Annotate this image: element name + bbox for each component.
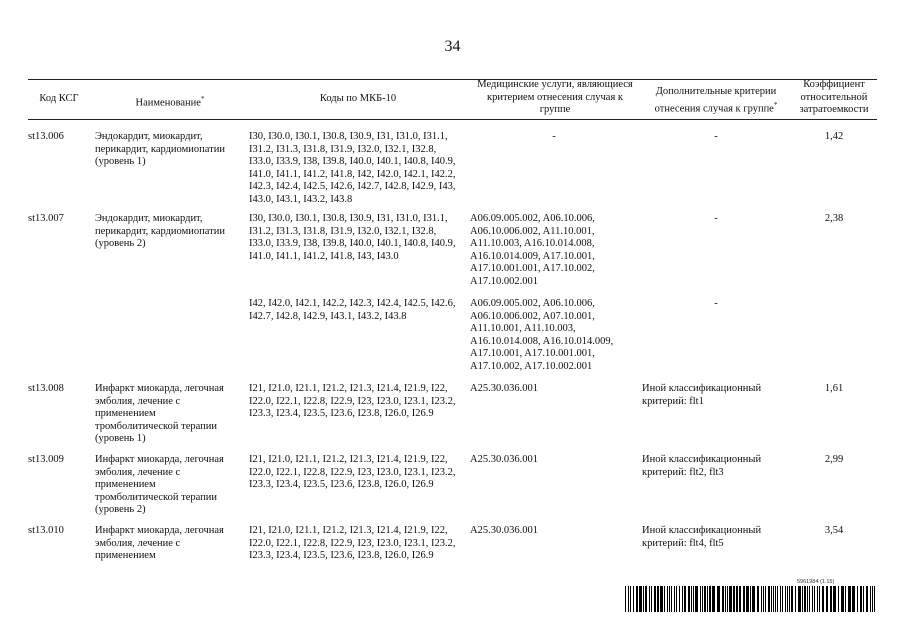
row-extra-criteria: - (714, 131, 718, 142)
row-extra-criteria: Иной классификационный критерий: flt2, flt3 (642, 454, 762, 478)
row-services: A25.30.036.001 (470, 383, 538, 394)
row-coefficient: 2,38 (824, 213, 844, 224)
barcode-id: 5961984 (1.15) (797, 579, 835, 585)
row-code: st13.009 (28, 454, 64, 465)
row-mkb-codes: I21, I21.0, I21.1, I21.2, I21.3, I21.4, I21.9, I22, I22.0, I22.1, I22.8, I22.9, I23, I23.0, I23.1, I23.2, I23.3, I23.4, I23.5, I23.6, I23.8, I26.0, I26.9 (249, 454, 456, 491)
row-code: st13.010 (28, 525, 64, 536)
row-mkb-codes: I30, I30.0, I30.1, I30.8, I30.9, I31, I31.0, I31.1, I31.2, I31.3, I31.8, I31.9, I32.0, I32.1, I32.8, I33.0, I33.9, I38, I39.8, I40.0, I40.1, I40.8, I40.9, I41.0, I41.1, I41.2, I41.8, I43, I43.0 (249, 213, 456, 262)
header-extra-label: Дополнительные критерии отнесения случая к группе (654, 86, 777, 115)
row-extra-criteria: Иной классификационный критерий: flt4, flt5 (642, 525, 762, 549)
row-name: Инфаркт миокарда, легочная эмболия, лечение с применением тромболитической терапии (уровень 2) (95, 454, 224, 516)
row-coefficient: 3,54 (824, 525, 844, 536)
header-name-mark: * (200, 95, 205, 103)
row-mkb-codes: I21, I21.0, I21.1, I21.2, I21.3, I21.4, I21.9, I22, I22.0, I22.1, I22.8, I22.9, I23, I23.0, I23.1, I23.2, I23.3, I23.4, I23.5, I23.6, I23.8, I26.0, I26.9 (249, 383, 456, 420)
row-services-variant: A06.09.005.002, A06.10.006, A06.10.006.002, A07.10.001, A11.10.001, A11.10.003, A16.10.014.008, A16.10.014.009, A17.10.001, A17.10.001.001, A17.10.002, A17.10.002.001 (470, 298, 614, 372)
table-top-rule (28, 79, 877, 80)
row-coefficient: 1,42 (824, 131, 844, 142)
row-code: st13.007 (28, 213, 64, 224)
header-name-label: Наименование (135, 97, 201, 109)
row-extra-criteria-variant: - (714, 298, 718, 309)
header-services: Медицинские услуги, являющиеся критерием отнесения случая к группе (477, 79, 633, 116)
page-number: 34 (444, 38, 461, 55)
row-name: Эндокардит, миокардит, перикардит, кардиомиопатии (уровень 2) (95, 213, 225, 250)
header-coef: Коэффициент относительной затратоемкости (799, 79, 869, 116)
header-code: Код КСГ (39, 93, 79, 104)
row-services: A06.09.005.002, A06.10.006, A06.10.006.002, A11.10.001, A11.10.003, A16.10.014.008, A16.10.014.009, A17.10.001, A17.10.001.001, A17.10.002, A17.10.002.001 (470, 213, 595, 287)
row-code: st13.006 (28, 131, 64, 142)
row-extra-criteria: - (714, 213, 718, 224)
barcode (625, 586, 877, 612)
header-mkb: Коды по МКБ-10 (319, 93, 397, 104)
row-coefficient: 2,99 (824, 454, 844, 465)
header-extra (642, 86, 790, 116)
row-services: A25.30.036.001 (470, 525, 538, 536)
header-extra-mark: * (773, 100, 778, 109)
row-mkb-codes: I30, I30.0, I30.1, I30.8, I30.9, I31, I31.0, I31.1, I31.2, I31.3, I31.8, I31.9, I32.0, I32.1, I32.8, I33.0, I33.9, I38, I39.8, I40.0, I40.1, I40.8, I40.9, I41.0, I41.1, I41.2, I41.8, I42, I42.0, I42.1, I42.2, I42.3, I42.4, I42.5, I42.6, I42.7, I42.8, I42.9, I43, I43.0, I43.1, I43.2, I43.8 (249, 131, 456, 205)
row-services: A25.30.036.001 (470, 454, 538, 465)
row-coefficient: 1,61 (824, 383, 844, 394)
row-mkb-codes: I21, I21.0, I21.1, I21.2, I21.3, I21.4, I21.9, I22, I22.0, I22.1, I22.8, I22.9, I23, I23.0, I23.1, I23.2, I23.3, I23.4, I23.5, I23.6, I23.8, I26.0, I26.9 (249, 525, 456, 562)
row-name: Эндокардит, миокардит, перикардит, кардиомиопатии (уровень 1) (95, 131, 225, 168)
row-name: Инфаркт миокарда, легочная эмболия, лечение с применением тромболитической терапии (уровень 1) (95, 383, 224, 445)
row-code: st13.008 (28, 383, 64, 394)
row-name: Инфаркт миокарда, легочная эмболия, лечение с применением (95, 525, 224, 562)
header-name (95, 93, 245, 110)
header-bottom-rule (28, 119, 877, 120)
row-extra-criteria: Иной классификационный критерий: flt1 (642, 383, 762, 407)
row-services: - (552, 131, 556, 142)
row-mkb-codes-variant: I42, I42.0, I42.1, I42.2, I42.3, I42.4, I42.5, I42.6, I42.7, I42.8, I42.9, I43.1, I43.2, I43.8 (249, 298, 456, 322)
